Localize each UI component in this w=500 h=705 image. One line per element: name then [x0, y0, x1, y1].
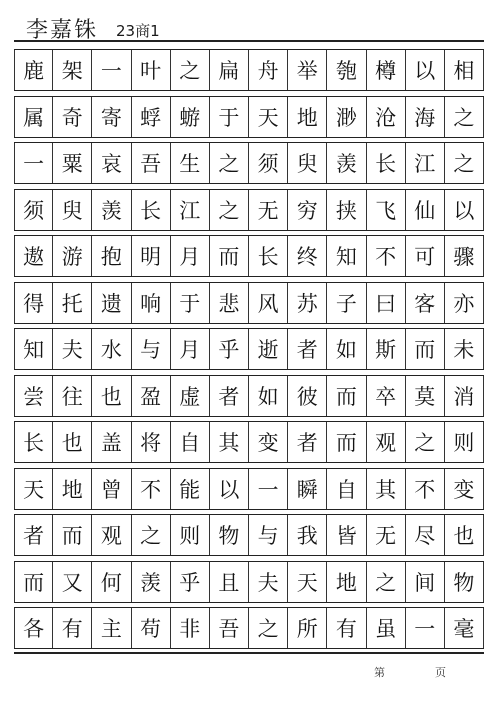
- grid-cell: 则: [171, 515, 210, 555]
- grid-cell: 如: [249, 376, 288, 416]
- grid-cell: 也: [53, 422, 92, 462]
- grid-cell: 观: [367, 422, 406, 462]
- grid-cell: 而: [327, 376, 366, 416]
- writing-grid: [14, 40, 484, 654]
- grid-cell: 莫: [406, 376, 445, 416]
- grid-cell: 与: [132, 329, 171, 369]
- grid-cell: 一: [92, 50, 131, 90]
- grid-cell: 之: [445, 143, 484, 183]
- grid-cell: 水: [92, 329, 131, 369]
- grid-cell: 者: [14, 515, 53, 555]
- header: [26, 10, 160, 44]
- grid-cell: 吾: [132, 143, 171, 183]
- grid-cell: 夫: [53, 329, 92, 369]
- grid-cell: 相: [445, 50, 484, 90]
- grid-cell: 瞬: [288, 469, 327, 509]
- grid-row: [14, 49, 484, 91]
- grid-cell: 叶: [132, 50, 171, 90]
- grid-cell: 虽: [367, 608, 406, 648]
- grid-cell: 游: [53, 236, 92, 276]
- grid-cell: 知: [14, 329, 53, 369]
- grid-cell: 变: [445, 469, 484, 509]
- grid-cell: 物: [445, 562, 484, 602]
- grid-cell: 匏: [327, 50, 366, 90]
- grid-cell: 有: [327, 608, 366, 648]
- grid-cell: 乎: [171, 562, 210, 602]
- grid-cell: 之: [132, 515, 171, 555]
- grid-cell: 奇: [53, 97, 92, 137]
- grid-cell: 之: [249, 608, 288, 648]
- page-label-left: 第: [374, 666, 385, 679]
- grid-cell: 挟: [327, 190, 366, 230]
- grid-cell: 主: [92, 608, 131, 648]
- grid-cell: 之: [210, 143, 249, 183]
- grid-cell: 往: [53, 376, 92, 416]
- grid-row: [14, 607, 484, 649]
- grid-cell: 于: [210, 97, 249, 137]
- grid-cell: 托: [53, 283, 92, 323]
- grid-row: [14, 189, 484, 231]
- grid-cell: 属: [14, 97, 53, 137]
- grid-cell: 物: [210, 515, 249, 555]
- grid-cell: 悲: [210, 283, 249, 323]
- grid-row: [14, 421, 484, 463]
- grid-cell: 长: [367, 143, 406, 183]
- grid-cell: 江: [406, 143, 445, 183]
- grid-cell: 抱: [92, 236, 131, 276]
- grid-cell: 生: [171, 143, 210, 183]
- grid-cell: 一: [406, 608, 445, 648]
- grid-cell: 我: [288, 515, 327, 555]
- grid-row: [14, 328, 484, 370]
- grid-cell: 臾: [53, 190, 92, 230]
- grid-cell: 响: [132, 283, 171, 323]
- grid-cell: 子: [327, 283, 366, 323]
- grid-cell: 以: [445, 190, 484, 230]
- grid-row: [14, 561, 484, 603]
- grid-cell: 消: [445, 376, 484, 416]
- grid-row: [14, 142, 484, 184]
- grid-cell: 鹿: [14, 50, 53, 90]
- grid-cell: 将: [132, 422, 171, 462]
- grid-cell: 地: [327, 562, 366, 602]
- grid-cell: 架: [53, 50, 92, 90]
- grid-cell: 地: [288, 97, 327, 137]
- grid-cell: 江: [171, 190, 210, 230]
- grid-cell: 蜉: [132, 97, 171, 137]
- grid-cell: 之: [171, 50, 210, 90]
- grid-cell: 于: [171, 283, 210, 323]
- grid-cell: 蝣: [171, 97, 210, 137]
- grid-cell: 且: [210, 562, 249, 602]
- grid-cell: 逝: [249, 329, 288, 369]
- grid-cell: 亦: [445, 283, 484, 323]
- grid-cell: 能: [171, 469, 210, 509]
- grid-cell: 长: [14, 422, 53, 462]
- grid-cell: 曾: [92, 469, 131, 509]
- grid-cell: 彼: [288, 376, 327, 416]
- grid-cell: 海: [406, 97, 445, 137]
- grid-cell: 而: [406, 329, 445, 369]
- grid-row: [14, 235, 484, 277]
- grid-cell: 骤: [445, 236, 484, 276]
- class-label: 23商1: [116, 22, 160, 40]
- grid-cell: 未: [445, 329, 484, 369]
- grid-cell: 臾: [288, 143, 327, 183]
- grid-cell: 天: [288, 562, 327, 602]
- grid-cell: 月: [171, 236, 210, 276]
- grid-cell: 一: [249, 469, 288, 509]
- student-name: 李嘉铢: [26, 18, 99, 43]
- grid-cell: 天: [14, 469, 53, 509]
- grid-cell: 尽: [406, 515, 445, 555]
- grid-cell: 遗: [92, 283, 131, 323]
- grid-cell: 与: [249, 515, 288, 555]
- grid-cell: 其: [367, 469, 406, 509]
- grid-cell: 虚: [171, 376, 210, 416]
- grid-cell: 遨: [14, 236, 53, 276]
- grid-cell: 盈: [132, 376, 171, 416]
- grid-cell: 终: [288, 236, 327, 276]
- grid-cell: 扁: [210, 50, 249, 90]
- grid-cell: 以: [210, 469, 249, 509]
- grid-cell: 穷: [288, 190, 327, 230]
- grid-cell: 也: [445, 515, 484, 555]
- grid-cell: 各: [14, 608, 53, 648]
- grid-cell: 所: [288, 608, 327, 648]
- grid-row: [14, 96, 484, 138]
- grid-cell: 吾: [210, 608, 249, 648]
- grid-cell: 粟: [53, 143, 92, 183]
- grid-cell: 羡: [132, 562, 171, 602]
- grid-cell: 乎: [210, 329, 249, 369]
- grid-cell: 渺: [327, 97, 366, 137]
- grid-cell: 则: [445, 422, 484, 462]
- grid-cell: 羡: [92, 190, 131, 230]
- grid-cell: 之: [406, 422, 445, 462]
- grid-cell: 也: [92, 376, 131, 416]
- grid-cell: 自: [171, 422, 210, 462]
- grid-cell: 苟: [132, 608, 171, 648]
- grid-cell: 自: [327, 469, 366, 509]
- grid-cell: 之: [445, 97, 484, 137]
- grid-cell: 盖: [92, 422, 131, 462]
- grid-cell: 观: [92, 515, 131, 555]
- grid-cell: 樽: [367, 50, 406, 90]
- grid-cell: 而: [210, 236, 249, 276]
- grid-cell: 须: [14, 190, 53, 230]
- grid-cell: 而: [14, 562, 53, 602]
- grid-cell: 月: [171, 329, 210, 369]
- grid-cell: 其: [210, 422, 249, 462]
- grid-row: [14, 282, 484, 324]
- grid-cell: 又: [53, 562, 92, 602]
- grid-cell: 寄: [92, 97, 131, 137]
- grid-cell: 天: [249, 97, 288, 137]
- grid-row: [14, 375, 484, 417]
- grid-cell: 变: [249, 422, 288, 462]
- grid-cell: 毫: [445, 608, 484, 648]
- grid-cell: 地: [53, 469, 92, 509]
- grid-cell: 知: [327, 236, 366, 276]
- grid-cell: 皆: [327, 515, 366, 555]
- grid-cell: 不: [367, 236, 406, 276]
- grid-cell: 得: [14, 283, 53, 323]
- grid-cell: 不: [132, 469, 171, 509]
- grid-cell: 者: [210, 376, 249, 416]
- grid-row: [14, 468, 484, 510]
- grid-cell: 风: [249, 283, 288, 323]
- grid-cell: 不: [406, 469, 445, 509]
- grid-cell: 如: [327, 329, 366, 369]
- grid-cell: 之: [367, 562, 406, 602]
- grid-cell: 曰: [367, 283, 406, 323]
- grid-cell: 无: [249, 190, 288, 230]
- grid-cell: 舟: [249, 50, 288, 90]
- grid-cell: 以: [406, 50, 445, 90]
- grid-cell: 举: [288, 50, 327, 90]
- grid-cell: 斯: [367, 329, 406, 369]
- grid-cell: 卒: [367, 376, 406, 416]
- grid-cell: 飞: [367, 190, 406, 230]
- grid-cell: 而: [327, 422, 366, 462]
- grid-cell: 夫: [249, 562, 288, 602]
- grid-cell: 间: [406, 562, 445, 602]
- grid-cell: 客: [406, 283, 445, 323]
- grid-cell: 非: [171, 608, 210, 648]
- grid-cell: 须: [249, 143, 288, 183]
- grid-cell: 而: [53, 515, 92, 555]
- grid-cell: 可: [406, 236, 445, 276]
- page-label-right: 页: [435, 666, 446, 679]
- page-footer: [374, 664, 446, 680]
- grid-cell: 何: [92, 562, 131, 602]
- grid-cell: 者: [288, 329, 327, 369]
- grid-cell: 之: [210, 190, 249, 230]
- grid-cell: 羡: [327, 143, 366, 183]
- grid-cell: 一: [14, 143, 53, 183]
- grid-cell: 有: [53, 608, 92, 648]
- grid-row: [14, 514, 484, 556]
- grid-cell: 无: [367, 515, 406, 555]
- grid-cell: 苏: [288, 283, 327, 323]
- grid-cell: 哀: [92, 143, 131, 183]
- grid-cell: 仙: [406, 190, 445, 230]
- grid-cell: 沧: [367, 97, 406, 137]
- grid-cell: 长: [132, 190, 171, 230]
- grid-cell: 尝: [14, 376, 53, 416]
- grid-cell: 长: [249, 236, 288, 276]
- grid-cell: 者: [288, 422, 327, 462]
- grid-cell: 明: [132, 236, 171, 276]
